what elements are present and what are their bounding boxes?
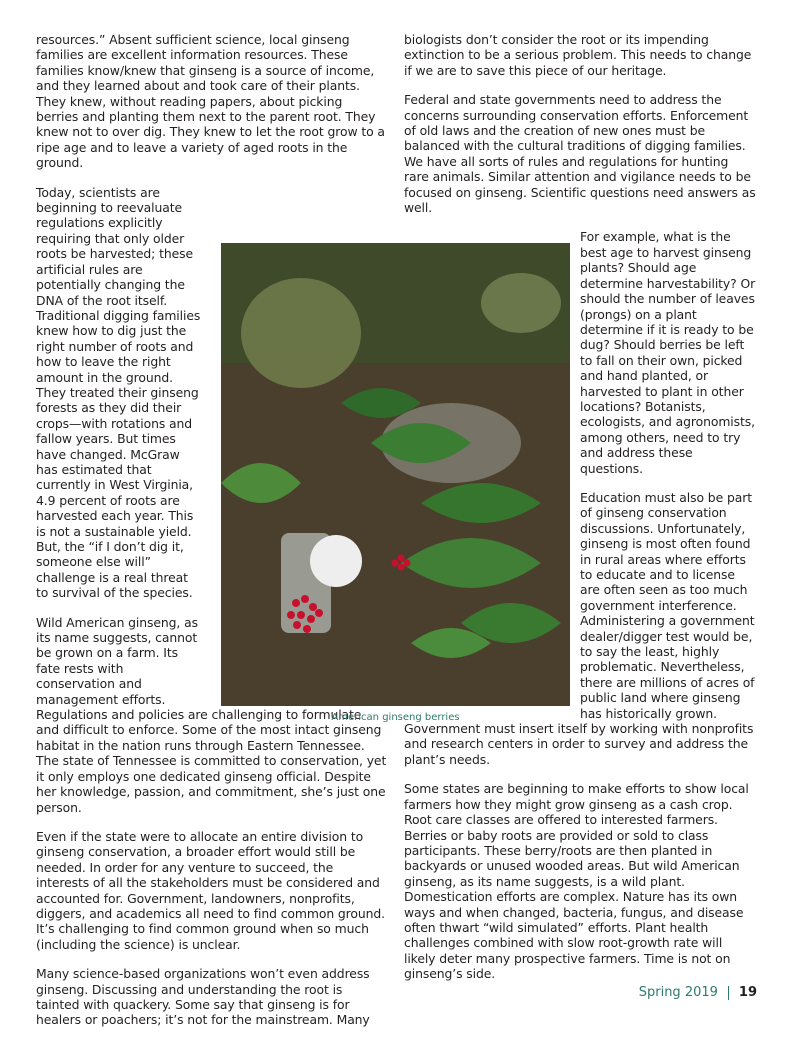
right-paragraph-5: Some states are beginning to make efforts to show local farmers how they might grow ginseng as a cash crop. Root care classes are offered to interested farmers. Berries or baby roots are provided or sold to class participants. These berry/roots are then planted in backyards or unused wooded areas. But wild American ginseng, as its name suggests, is a wild plant. Domestication efforts are complex. Nature has its own ways and when changed, bacteria, fungus, and disease often thwart “wild simulated” efforts. Plant health challenges combined with slow root-growth rate will likely deter many prospective farmers. Time is not on ginseng’s side. (404, 781, 749, 982)
left-paragraph-3: Wild American ginseng, as its name suggests, cannot be grown on a farm. Its fate rests with conservation and management efforts. Regulations and policies are challenging to formulate and difficult to enforce. Some of the most intact ginseng habitat in the nation runs through Eastern Tennessee. The state of Tennessee is committed to conservation, yet it only employs one dedicated ginseng official. Despite her knowledge, passion, and commitment, she’s just one person. (36, 614, 387, 815)
right-paragraph-2: Federal and state governments need to address the concerns surrounding conservation efforts. Enforcement of old laws and the creation of new ones must be balanced with the cultural traditions of digging families. We have all sorts of rules and regulations for hunting rare animals. Similar attention and vigilance needs to be focused on ginseng. Scientific questions need answers as well. (404, 92, 756, 216)
photo-caption: American ginseng berries (331, 712, 460, 723)
ginseng-berries-photo (221, 243, 570, 706)
right-paragraph-1: biologists don’t consider the root or its impending extinction to be a serious problem. This needs to change if we are to save this piece of our heritage. (404, 32, 752, 78)
page-footer (639, 985, 757, 1000)
footer-divider (728, 986, 729, 1000)
right-paragraph-3: For example, what is the best age to harvest ginseng plants? Should age determine harvestability? Or should the number of leaves (prongs) on a plant determine if it is ready to be dug? Should berries be left to fall on their own, picked and hand planted, or harvested to plant in other locations? Botanists, ecologists, and agronomists, among others, need to try and address these questions. (580, 229, 756, 476)
page-number: 19 (738, 985, 757, 1000)
left-paragraph-5: Many science-based organizations won’t even address ginseng. Discussing and understanding the root is tainted with quackery. Some say that ginseng is for healers or poachers; it’s not for the mainstream. Many (36, 966, 370, 1028)
issue-label: Spring 2019 (638, 985, 718, 1000)
right-paragraph-4: Education must also be part of ginseng conservation discussions. Unfortunately, ginseng is most often found in rural areas where efforts to educate and to license are often seen as too much government interference. Administering a government dealer/digger test would be, to say the least, highly problematic. Nevertheless, there are millions of acres of public land where ginseng has historically grown. Government must insert itself by working with nonprofits and research centers in order to survey and address the plant’s needs. (404, 489, 755, 767)
left-paragraph-2: Today, scientists are beginning to reevaluate regulations explicitly requiring that only older roots be harvested; these artificial rules are potentially changing the DNA of the root itself. Traditional digging families knew how to dig just the right number of roots and how to leave the right amount in the ground. They treated their ginseng forests as they did their crops—with rotations and fallow years. But times have changed. McGraw has estimated that currently in West Virginia, 4.9 percent of roots are harvested each year. This is not a sustainable yield. But, the “if I don’t dig it, someone else will” challenge is a real threat to survival of the species. (36, 184, 201, 601)
photo-illustration (221, 243, 570, 706)
left-paragraph-4: Even if the state were to allocate an entire division to ginseng conservation, a broader effort would still be needed. In order for any venture to succeed, the interests of all the stakeholders must be considered and accounted for. Government, landowners, nonprofits, diggers, and academics all need to find common ground. It’s challenging to find common ground when so much (including the science) is unclear. (36, 828, 385, 952)
left-paragraph-1: resources.” Absent sufficient science, local ginseng families are excellent information resources. These families know/knew that ginseng is a source of income, and they learned about and took care of their plants. They knew, without reading papers, about picking berries and planting them next to the parent root. They knew not to over dig. They knew to let the root grow to a ripe age and to leave a variety of aged roots in the ground. (36, 32, 385, 171)
